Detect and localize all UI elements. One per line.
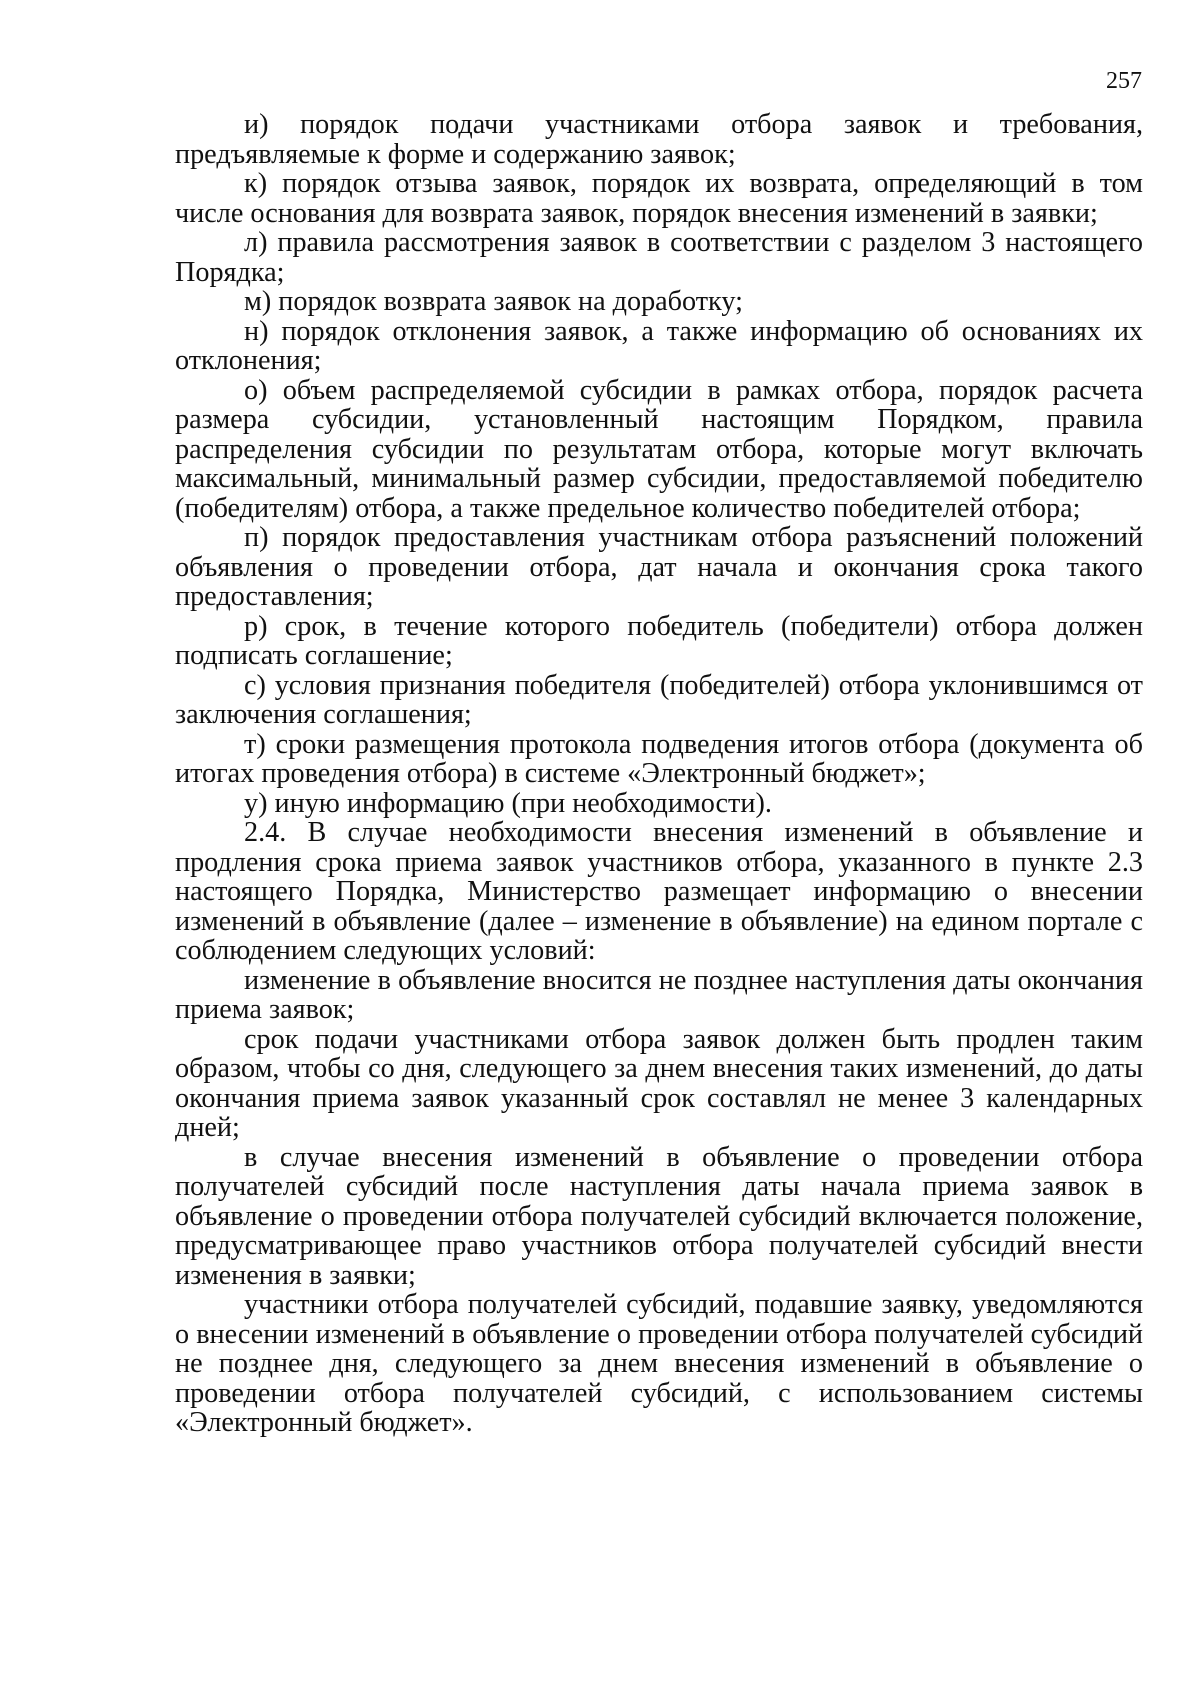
paragraph-condition-2: срок подачи участниками отбора заявок должен быть продлен таким образом, чтобы со дня, следующего за днем внесения таких изменений, до даты окончания приема заявок указанный срок составлял не менее 3 календарных дней; <box>175 1023 1143 1143</box>
page-number: 257 <box>1106 68 1142 94</box>
paragraph-condition-3: в случае внесения изменений в объявление о проведении отбора получателей субсидий после наступления даты начала приема заявок в объявление о проведении отбора получателей субсидий включается положение, предусматривающее право участников отбора получателей субсидий внести изменения в заявки; <box>175 1141 1143 1291</box>
paragraph-item-r: р) срок, в течение которого победитель (победители) отбора должен подписать соглашение; <box>175 610 1143 671</box>
paragraph-item-l: л) правила рассмотрения заявок в соответствии с разделом 3 настоящего Порядка; <box>175 227 1143 288</box>
paragraph-condition-4: участники отбора получателей субсидий, подавшие заявку, уведомляются о внесении изменений в объявление о проведении отбора получателей субсидий не позднее дня, следующего за днем внесения изменений в объявление о проведении отбора получателей субсидий, с использованием системы «Электронный бюджет». <box>175 1289 1143 1438</box>
paragraph-item-m: м) порядок возврата заявок на доработку; <box>244 286 743 317</box>
paragraph-item-k: к) порядок отзыва заявок, порядок их возврата, определяющий в том числе основания для возврата заявок, порядок внесения изменений в заявки; <box>175 168 1143 229</box>
paragraph-item-s: с) условия признания победителя (победителей) отбора уклонившимся от заключения соглашения; <box>175 669 1143 730</box>
paragraph-section-2-4: 2.4. В случае необходимости внесения изменений в объявление и продления срока приема заявок участников отбора, указанного в пункте 2.3 настоящего Порядка, Министерство размещает информацию о внесении изменений в объявление (далее – изменение в объявление) на едином портале с соблюдением следующих условий: <box>175 817 1143 966</box>
document-body <box>175 110 1143 1438</box>
paragraph-condition-1: изменение в объявление вносится не позднее наступления даты окончания приема заявок; <box>175 964 1143 1025</box>
paragraph-item-t: т) сроки размещения протокола подведения итогов отбора (документа об итогах проведения отбора) в системе «Электронный бюджет»; <box>175 728 1143 789</box>
paragraph-item-u: у) иную информацию (при необходимости). <box>244 787 772 819</box>
paragraph-item-p: п) порядок предоставления участникам отбора разъяснений положений объявления о проведении отбора, дат начала и окончания срока такого предоставления; <box>175 522 1143 612</box>
paragraph-item-o: о) объем распределяемой субсидии в рамках отбора, порядок расчета размера субсидии, установленный настоящим Порядком, правила распределения субсидии по результатам отбора, которые могут включать максимальный, минимальный размер субсидии, предоставляемой победителю (победителям) отбора, а также предельное количество победителей отбора; <box>175 374 1143 524</box>
paragraph-item-i: и) порядок подачи участниками отбора заявок и требования, предъявляемые к форме и содержанию заявок; <box>175 109 1143 170</box>
paragraph-item-n: н) порядок отклонения заявок, а также информацию об основаниях их отклонения; <box>175 315 1143 376</box>
